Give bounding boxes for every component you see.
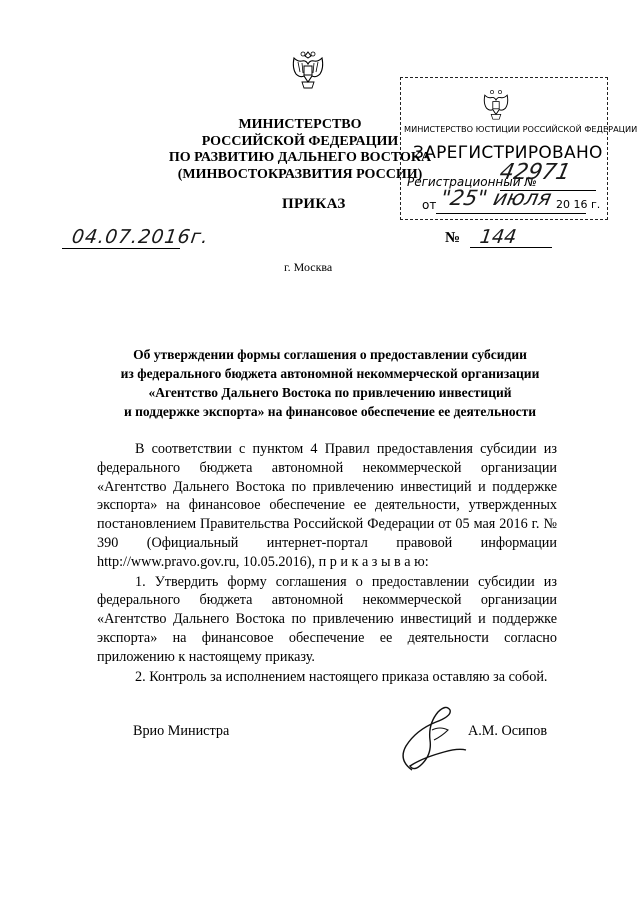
body-item-2: 2. Контроль за исполнением настоящего приказа оставляю за собой.: [135, 668, 548, 685]
stamp-reg-number: 42971: [497, 160, 573, 185]
signatory-role: Врио Министра: [133, 723, 230, 739]
stamp-emblem-icon: [480, 87, 512, 121]
order-date: 04.07.2016г.: [70, 226, 211, 248]
stamp-from-label: от: [422, 198, 437, 212]
ministry-header-line: ПО РАЗВИТИЮ ДАЛЬНЕГО ВОСТОКА: [168, 150, 432, 165]
stamp-reg-year: 20 16 г.: [556, 198, 601, 211]
ministry-header-line: РОССИЙСКОЙ ФЕДЕРАЦИИ: [201, 133, 399, 149]
order-body: [97, 440, 557, 686]
order-city: г. Москва: [284, 260, 333, 274]
handwritten-signature-icon: [392, 700, 472, 780]
document-type: ПРИКАЗ: [282, 196, 346, 212]
order-title-line: и поддержке экспорта» на финансовое обеспечение ее деятельности: [123, 404, 537, 419]
signatory-name: А.М. Осипов: [468, 723, 548, 739]
order-number-underline: [470, 247, 552, 248]
ministry-header-line: МИНИСТЕРСТВО: [238, 117, 362, 132]
body-item-1: 1. Утвердить форму соглашения о предоставлении субсидии из федерального бюджета автономной некоммерческой организации «Агентство Дальнего Востока по привлечению инвестиций и поддержке экспорта» на финансовое обеспечение ее деятельности согласно приложению к настоящему приказу.: [97, 573, 557, 665]
order-date-underline: [62, 248, 180, 249]
order-title: [95, 345, 565, 421]
stamp-reg-label: Регистрационный №: [407, 175, 537, 189]
stamp-reg-date: "25" июля: [438, 186, 554, 210]
order-number-label: №: [445, 230, 461, 246]
coat-of-arms-emblem-icon: [288, 48, 328, 90]
ministry-header-line: (МИНВОСТОКРАЗВИТИЯ РОССИИ): [177, 166, 423, 182]
body-preamble: В соответствии с пунктом 4 Правил предоставления субсидии из федерального бюджета автономной некоммерческой организации «Агентство Дальнего Востока по привлечению инвестиций и поддержке экспорта» на финансовое обеспечение ее деятельности, утвержденных постановлением Правительства Российской Федерации от 05 мая 2016 г. № 390 (Официальный интернет-портал правовой информации http://www.pravo.gov.ru, 10.05.2016), п р и к а з ы в а ю:: [97, 441, 557, 570]
stamp-status: ЗАРЕГИСТРИРОВАНО: [413, 143, 603, 163]
order-title-line: из федерального бюджета автономной некоммерческой организации: [120, 366, 540, 381]
order-number: 144: [478, 226, 518, 248]
stamp-ministry-name: МИНИСТЕРСТВО ЮСТИЦИИ РОССИЙСКОЙ ФЕДЕРАЦИИ: [404, 124, 638, 134]
order-title-line: «Агентство Дальнего Востока по привлечению инвестиций: [148, 385, 512, 400]
stamp-date-underline: [436, 213, 586, 214]
order-title-line: Об утверждении формы соглашения о предоставлении субсидии: [133, 347, 527, 362]
